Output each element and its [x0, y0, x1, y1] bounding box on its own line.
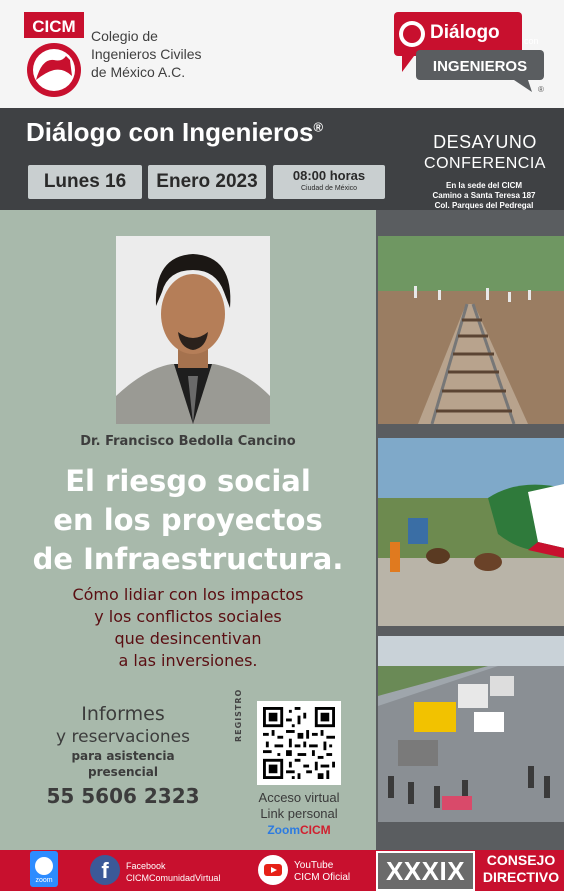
dialogo-logo-title: Diálogo	[430, 22, 500, 43]
photo-horse-march	[378, 438, 564, 626]
venue-line1: En la sede del CICM	[445, 181, 523, 190]
org-name-line3: de México A.C.	[91, 64, 186, 80]
zoom-cicm-link[interactable]	[236, 822, 362, 838]
zoom-icon[interactable]	[30, 851, 58, 887]
zoom-camera-icon	[35, 857, 53, 875]
event-time-value: 08:00 horas	[292, 168, 366, 183]
photo-railway-protest	[378, 236, 564, 424]
event-type	[420, 131, 550, 175]
dialogo-logo-registered: ®	[538, 85, 544, 94]
youtube-link[interactable]	[294, 860, 350, 884]
headline-line2: en los proyectos	[53, 503, 323, 537]
event-type-line1: DESAYUNO	[433, 132, 537, 152]
facebook-line1: Facebook	[126, 861, 166, 871]
subtitle-line1: Cómo lidiar con los impactos	[72, 585, 304, 604]
event-title-text: Diálogo con Ingenieros	[26, 117, 314, 147]
speaker-photo	[116, 236, 270, 424]
link-line: Link personal	[260, 806, 338, 821]
subtitle-line4: a las inversiones.	[118, 651, 258, 670]
event-title-registered: ®	[313, 119, 324, 135]
dialogo-con-ingenieros-logo	[394, 12, 546, 98]
info-line2: y reservaciones	[56, 727, 190, 747]
event-title	[26, 117, 323, 148]
qr-code[interactable]	[257, 701, 341, 785]
speaker-name: Dr. Francisco Bedolla Cancino	[80, 434, 296, 449]
org-name-line2: Ingenieros Civiles	[91, 46, 202, 62]
zoom-label: zoom	[35, 877, 53, 884]
headline-line3: de Infraestructura.	[32, 542, 344, 576]
consejo-line2: DIRECTIVO	[482, 869, 560, 885]
cicm-logo-icon	[24, 12, 84, 100]
venue-line3: Col. Parques del Pedregal	[434, 201, 534, 210]
consejo-line1: CONSEJO	[486, 852, 556, 868]
registro-label: REGISTRO	[234, 688, 243, 742]
info-block	[0, 702, 246, 780]
consejo-directivo	[478, 852, 564, 886]
facebook-icon[interactable]: f	[90, 855, 120, 885]
youtube-icon[interactable]	[258, 855, 288, 885]
event-time-city: Ciudad de México	[300, 185, 358, 192]
phone-number[interactable]: 55 5606 2323	[46, 784, 200, 808]
org-name-line1: Colegio de	[91, 28, 158, 44]
cicm-logo-text: CICM	[32, 17, 76, 36]
dialogo-logo-con: con	[524, 36, 539, 46]
facebook-line2: CICMComunidadVirtual	[126, 873, 221, 883]
headline	[0, 462, 376, 579]
event-time	[273, 165, 385, 199]
info-line3: para asistencia	[71, 749, 175, 763]
venue-line2: Camino a Santa Teresa 187	[432, 191, 536, 200]
youtube-line1: YouTube	[294, 860, 334, 871]
event-type-line2: CONFERENCIA	[424, 155, 546, 172]
event-month: Enero 2023	[148, 165, 266, 199]
acceso-line: Acceso virtual	[258, 790, 340, 805]
photo-highway-blockade	[378, 636, 564, 822]
roman-numeral-badge: XXXIX	[376, 851, 475, 891]
org-name	[91, 27, 271, 81]
subtitle	[0, 584, 376, 672]
zoom-part: Zoom	[267, 823, 300, 837]
cicm-part: CICM	[300, 823, 331, 837]
subtitle-line3: que desincentivan	[114, 629, 262, 648]
qr-code-icon	[263, 707, 335, 779]
virtual-access	[236, 790, 362, 838]
youtube-line2: CICM Oficial	[294, 872, 351, 883]
info-line4: presencial	[88, 765, 158, 779]
headline-line1: El riesgo social	[65, 464, 311, 498]
event-day: Lunes 16	[28, 165, 142, 199]
info-line1: Informes	[81, 703, 165, 725]
dialogo-logo-ingenieros: INGENIEROS	[432, 58, 528, 75]
facebook-link[interactable]	[126, 860, 220, 884]
subtitle-line2: y los conflictos sociales	[94, 607, 282, 626]
youtube-triangle-icon	[271, 867, 277, 873]
